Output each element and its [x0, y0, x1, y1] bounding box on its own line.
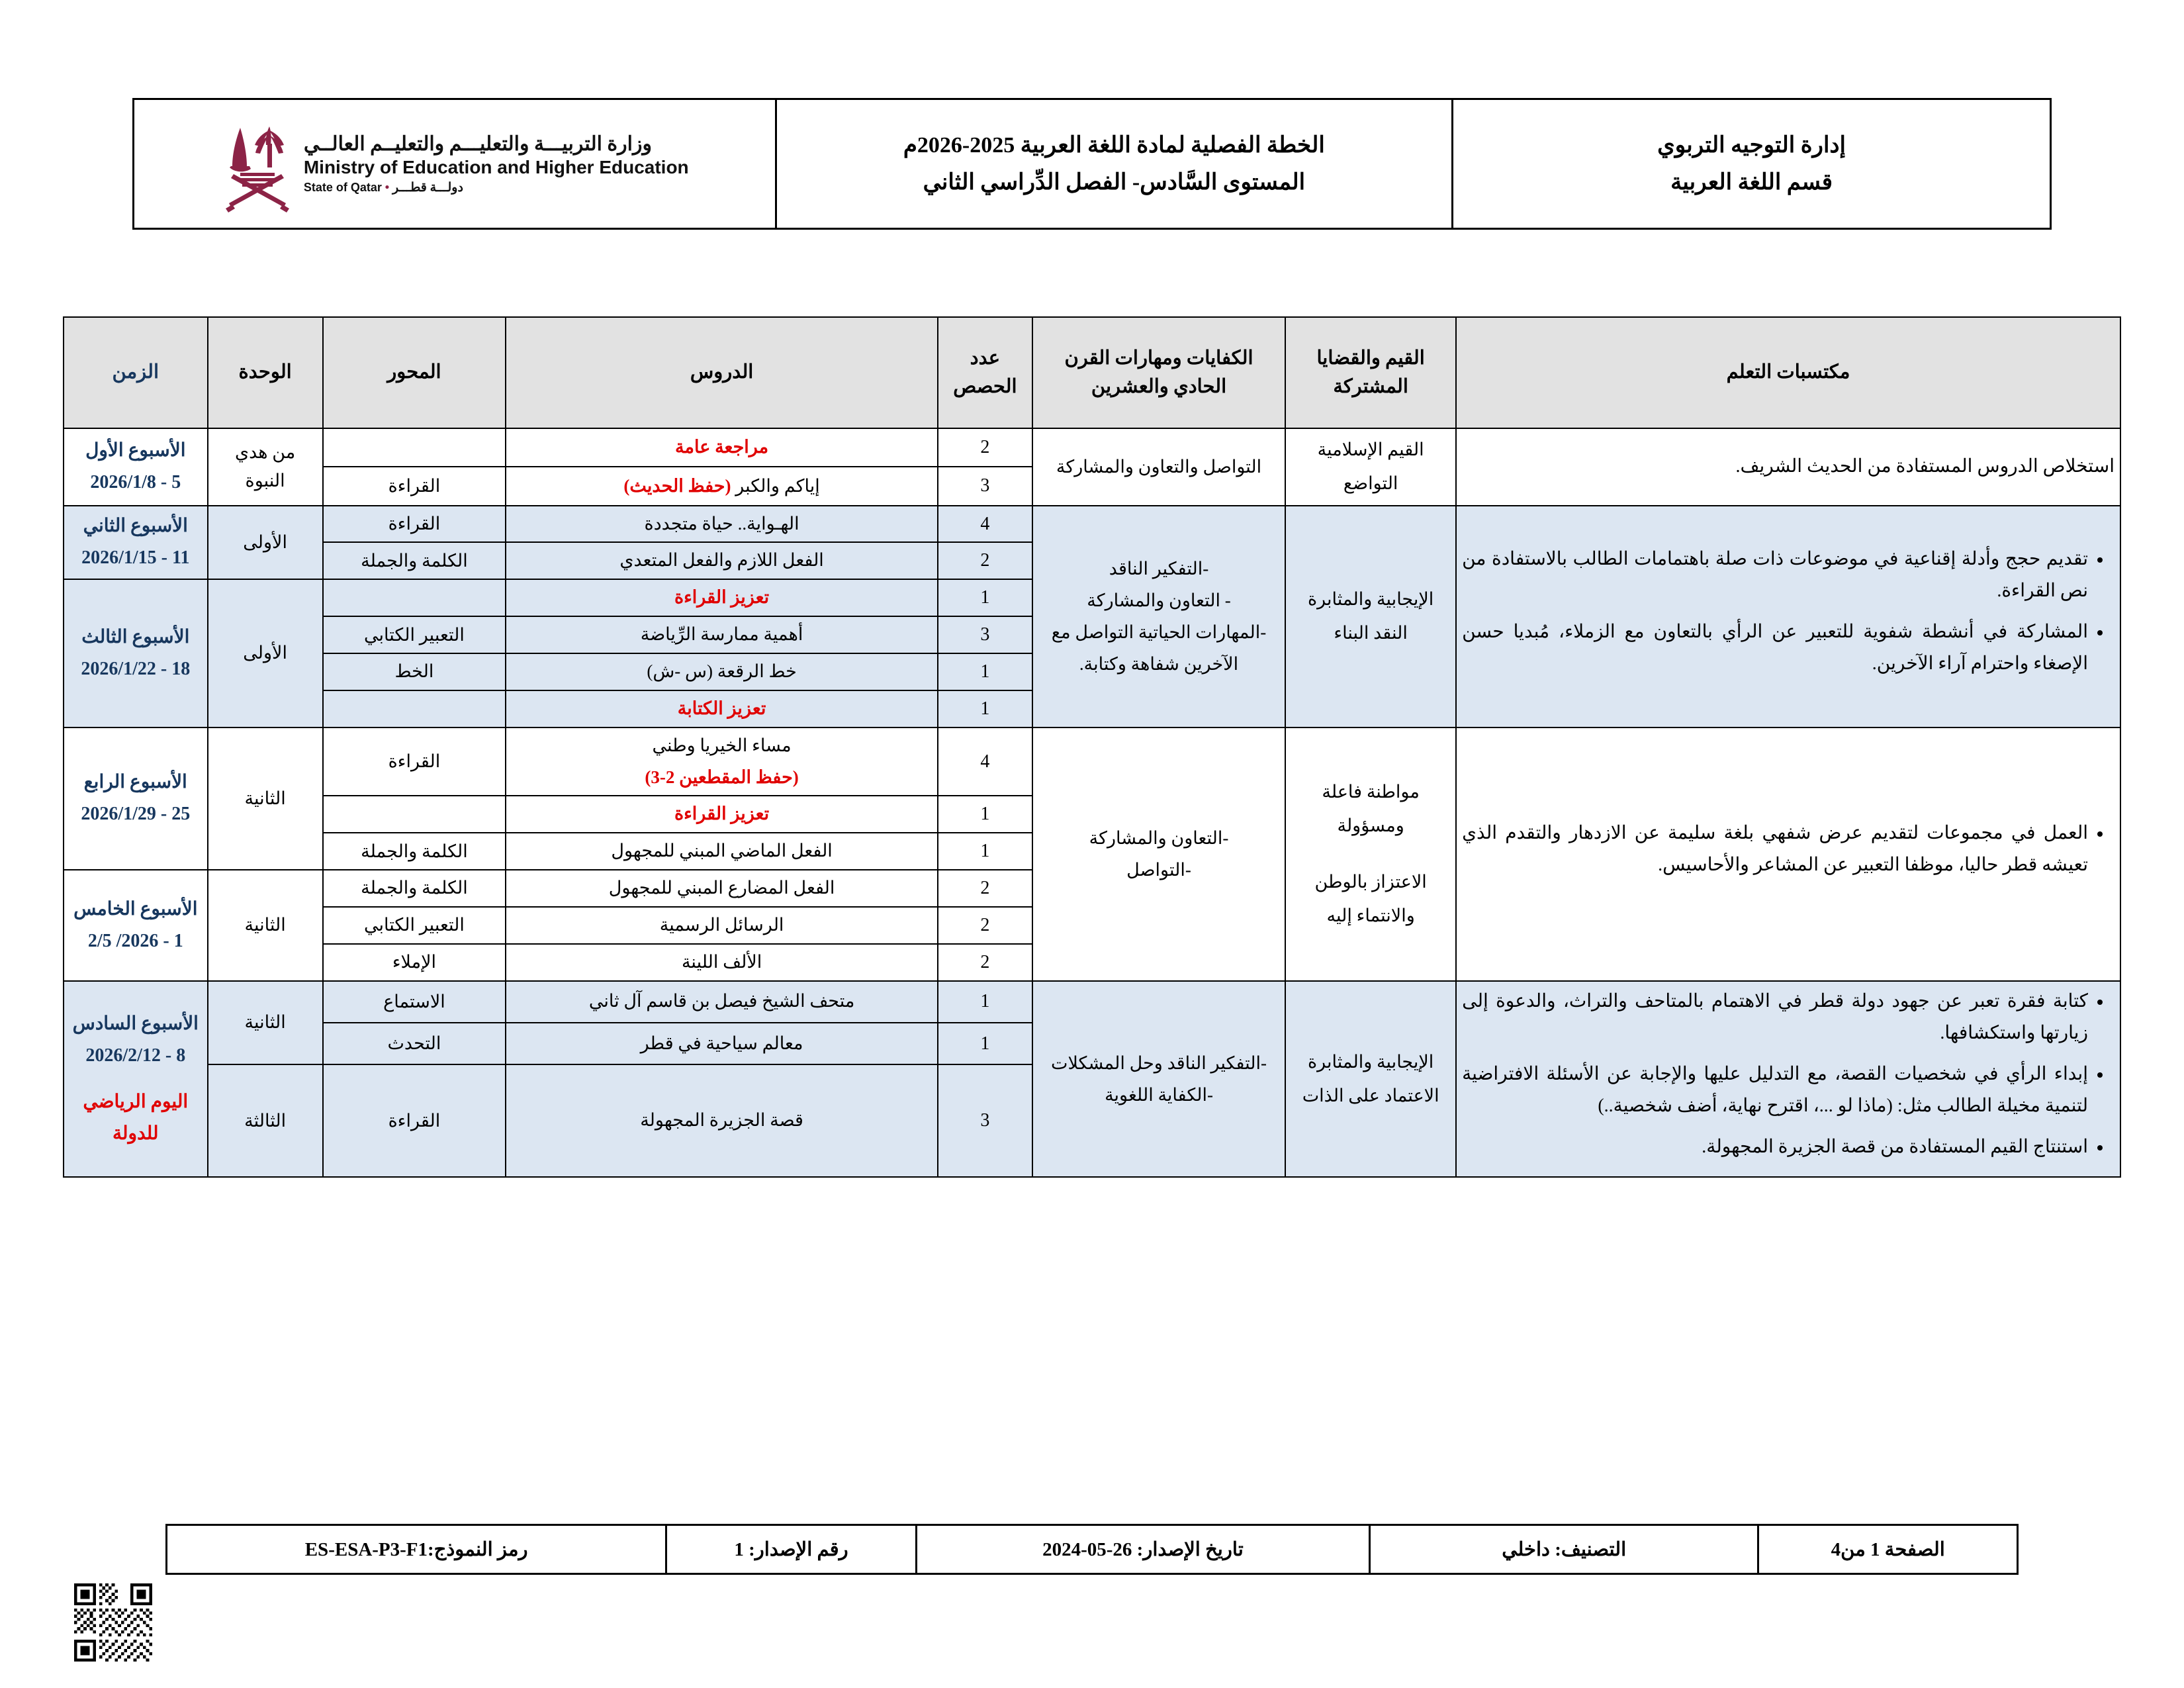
competency-item: -التفكير الناقد وحل المشكلات — [1051, 1053, 1267, 1073]
plan-title-cell — [776, 99, 1453, 229]
sessions-header-line-1: عدد — [970, 347, 1001, 369]
sessions-count-cell: 2 — [938, 907, 1032, 944]
values-header-line-1: القيم والقضايا — [1316, 347, 1425, 369]
axis-cell: الخط — [323, 653, 506, 690]
lesson-cell — [506, 727, 938, 796]
week-label: الأسبوع السادس — [72, 1013, 199, 1034]
time-cell — [64, 428, 208, 506]
competencies-cell-group-1: التواصل والتعاون والمشاركة — [1032, 428, 1285, 506]
lesson-title: تعزيز الكتابة — [677, 698, 766, 718]
lesson-cell: متحف الشيخ فيصل بن قاسم آل ثاني — [506, 981, 938, 1023]
lesson-cell: أهمية ممارسة الرِّياضة — [506, 616, 938, 653]
axis-cell — [323, 796, 506, 833]
qatar-emblem-icon — [220, 115, 295, 214]
learning-outcomes-list — [1462, 818, 2115, 881]
competencies-cell-group-2 — [1032, 506, 1285, 727]
sessions-count-cell: 2 — [938, 542, 1032, 579]
header-row — [134, 99, 2051, 229]
list-item: • إبداء الرأي في شخصيات القصة، مع التدليل عليها والإجابة عن الأسئلة الافتراضية لتنمية مخيلة الطالب مثل: (ماذا لو ...، اقترح نهاية، أضف شخصية..) — [1462, 1058, 2088, 1122]
values-line-1: مواطنة فاعلة ومسؤولة — [1322, 781, 1420, 835]
state-name-arabic: دولـــة قطـــر — [392, 181, 463, 195]
qr-code-icon — [74, 1583, 152, 1662]
week-label: الأسبوع الأول — [85, 440, 186, 461]
sessions-count-cell: 1 — [938, 1023, 1032, 1064]
sessions-count-cell: 2 — [938, 944, 1032, 981]
axis-cell — [323, 579, 506, 616]
lesson-cell: الفعل المضارع المبني للمجهول — [506, 870, 938, 907]
sessions-count-cell: 2 — [938, 428, 1032, 467]
lesson-cell: الهـواية.. حياة متجددة — [506, 506, 938, 543]
sessions-count-cell: 3 — [938, 616, 1032, 653]
values-cell-group-4: الإيجابية والمثابرة الاعتماد على الذات — [1285, 981, 1456, 1178]
sessions-count-cell: 3 — [938, 1064, 1032, 1177]
lesson-title: تعزيز القراءة — [674, 804, 770, 824]
lesson-title: مراجعة عامة — [675, 437, 769, 457]
list-item: • تقديم حجج وأدلة إقناعية في موضوعات ذات صلة باهتمامات الطالب بالاستفادة من نص القراءة. — [1462, 543, 2088, 607]
list-item: • العمل في مجموعات لتقديم عرض شفهي بلغة سليمة عن الازدهار والتقدم الذي تعيشه قطر حاليا، موظفا التعبير عن المشاعر والأحاسيس. — [1462, 818, 2088, 881]
department-cell — [1453, 99, 2051, 229]
lesson-cell: قصة الجزيرة المجهولة — [506, 1064, 938, 1177]
learning-outcomes-list — [1462, 543, 2115, 680]
column-header-values-and-issues — [1285, 317, 1456, 428]
week-dates: 1 - 2026/ 2/5 — [87, 930, 183, 951]
form-code-cell: رمز النموذج:ES-ESA-P3-F1 — [167, 1525, 666, 1574]
column-header-learning-outcomes: مكتسبات التعلم — [1456, 317, 2120, 428]
department-line-1: إدارة التوجيه التربوي — [1657, 133, 1846, 158]
footer-row — [167, 1525, 2018, 1574]
semester-plan-table — [63, 316, 2121, 1178]
week-label: الأسبوع الثاني — [83, 516, 188, 537]
lesson-cell — [506, 690, 938, 727]
issue-date-cell: تاريخ الإصدار: 26-05-2024 — [916, 1525, 1369, 1574]
week-dates: 18 - 2026/1/22 — [81, 658, 191, 679]
sessions-count-cell: 4 — [938, 506, 1032, 543]
axis-cell: الكلمة والجملة — [323, 870, 506, 907]
ministry-logo — [141, 115, 768, 214]
values-cell-group-3 — [1285, 727, 1456, 981]
sessions-count-cell: 1 — [938, 653, 1032, 690]
lesson-cell: معالم سياحية في قطر — [506, 1023, 938, 1064]
axis-cell: الاستماع — [323, 981, 506, 1023]
competency-item: -التعاون والمشاركة — [1089, 828, 1229, 849]
table-row — [64, 428, 2120, 467]
axis-cell: القراءة — [323, 506, 506, 543]
unit-cell: الأولى — [208, 506, 323, 580]
learning-outcomes-cell-group-3 — [1456, 727, 2120, 981]
lesson-cell: الفعل الماضي المبني للمجهول — [506, 833, 938, 870]
axis-cell: التحدث — [323, 1023, 506, 1064]
axis-cell: الكلمة والجملة — [323, 542, 506, 579]
unit-cell: من هدي النبوة — [208, 428, 323, 506]
sessions-count-cell: 4 — [938, 727, 1032, 796]
document-header — [132, 98, 2052, 230]
lesson-cell: الرسائل الرسمية — [506, 907, 938, 944]
ministry-logo-cell — [134, 99, 776, 229]
plan-table-body — [64, 428, 2120, 1177]
sessions-count-cell: 1 — [938, 981, 1032, 1023]
week-dates: 5 - 2026/1/8 — [90, 472, 181, 493]
week-label: الأسبوع الثالث — [81, 626, 190, 647]
axis-cell — [323, 428, 506, 467]
plan-title-line-2: المستوى السَّادس- الفصل الدِّراسي الثاني — [923, 169, 1306, 195]
lesson-cell — [506, 579, 938, 616]
values-spacer — [1291, 843, 1450, 865]
competency-item: -الكفاية اللغوية — [1105, 1084, 1213, 1105]
lesson-cell — [506, 467, 938, 505]
column-header-unit: الوحدة — [208, 317, 323, 428]
week-dates: 25 - 2026/1/29 — [81, 804, 191, 825]
department-line-2: قسم اللغة العربية — [1670, 169, 1833, 195]
time-cell — [64, 506, 208, 580]
list-item: • استنتاج القيم المستفادة من قصة الجزيرة المجهولة. — [1462, 1131, 2088, 1163]
national-sport-day-note: اليوم الرياضي للدولة — [83, 1091, 189, 1145]
learning-outcomes-cell-group-1 — [1456, 428, 2120, 506]
learning-outcomes-list — [1462, 986, 2115, 1164]
sessions-count-cell: 3 — [938, 467, 1032, 505]
axis-cell: التعبير الكتابي — [323, 907, 506, 944]
sessions-count-cell: 1 — [938, 690, 1032, 727]
unit-cell: الثانية — [208, 981, 323, 1065]
lesson-cell: خط الرقعة (س -ش) — [506, 653, 938, 690]
values-line-2: الاعتزاز بالوطن والانتماء إليه — [1314, 872, 1427, 926]
column-header-time: الزمن — [64, 317, 208, 428]
values-cell-group-1: القيم الإسلامية التواضع — [1285, 428, 1456, 506]
learning-outcome-text: استخلاص الدروس المستفادة من الحديث الشريف. — [1735, 456, 2115, 477]
plan-table-container — [63, 316, 2121, 1178]
sessions-header-line-2: الحصص — [953, 376, 1017, 397]
list-item: • المشاركة في أنشطة شفوية للتعبير عن الرأي بالتعاون مع الزملاء، مُبديا حسن الإصغاء واحترام آراء الآخرين. — [1462, 616, 2088, 680]
sessions-count-cell: 1 — [938, 579, 1032, 616]
axis-cell: القراءة — [323, 727, 506, 796]
lesson-title: مساء الخيريا وطني — [652, 735, 792, 755]
time-cell — [64, 727, 208, 870]
state-name-english: State of Qatar — [303, 181, 382, 195]
state-of-qatar-label: دولـــة قطـــر • State of Qatar — [303, 181, 463, 195]
competency-item: -المهارات الحياتية التواصل مع الآخرين شفاهة وكتابة. — [1051, 622, 1267, 675]
unit-cell: الثانية — [208, 727, 323, 870]
time-cell — [64, 981, 208, 1178]
axis-cell: الكلمة والجملة — [323, 833, 506, 870]
axis-cell: القراءة — [323, 467, 506, 505]
sessions-count-cell: 2 — [938, 870, 1032, 907]
classification-cell: التصنيف: داخلي — [1370, 1525, 1758, 1574]
column-header-sessions-count — [938, 317, 1032, 428]
time-cell — [64, 870, 208, 981]
week-dates: 11 - 2026/1/15 — [81, 547, 190, 569]
axis-cell — [323, 690, 506, 727]
document-footer — [165, 1524, 2019, 1575]
ministry-name-english: Ministry of Education and Higher Education — [303, 157, 689, 178]
plan-header-row — [64, 317, 2120, 428]
lesson-memorization-note: (حفظ المقطعين 2-3) — [645, 767, 799, 787]
week-label: الأسبوع الخامس — [73, 898, 198, 919]
unit-cell: الثالثة — [208, 1064, 323, 1177]
competency-item: - التعاون والمشاركة — [1087, 590, 1231, 611]
header-table — [132, 98, 2052, 230]
list-item: • كتابة فقرة تعبر عن جهود دولة قطر في الاهتمام بالمتاحف والتراث، والدعوة إلى زيارتها واستكشافها. — [1462, 986, 2088, 1049]
competency-item: -التواصل — [1126, 860, 1191, 880]
ministry-name-arabic: وزارة التربيـــة والتعليـــم والتعليــم العالــي — [303, 132, 652, 155]
competency-item: -التفكير الناقد — [1109, 559, 1209, 579]
ministry-logo-text — [304, 132, 689, 196]
competencies-cell-group-4 — [1032, 981, 1285, 1178]
axis-cell: التعبير الكتابي — [323, 616, 506, 653]
footer-table — [165, 1524, 2019, 1575]
issue-number-cell: رقم الإصدار: 1 — [666, 1525, 917, 1574]
lesson-title: إياكم والكبر — [735, 475, 820, 496]
axis-cell: الإملاء — [323, 944, 506, 981]
column-header-axis: المحور — [323, 317, 506, 428]
column-header-competencies — [1032, 317, 1285, 428]
lesson-title: تعزيز القراءة — [674, 587, 770, 608]
column-header-lessons: الدروس — [506, 317, 938, 428]
sessions-count-cell: 1 — [938, 833, 1032, 870]
plan-title-line-1: الخطة الفصلية لمادة اللغة العربية 2025-2026م — [903, 133, 1325, 158]
table-row — [64, 727, 2120, 796]
lesson-cell — [506, 428, 938, 467]
competencies-cell-group-3 — [1032, 727, 1285, 981]
values-header-line-2: المشتركة — [1333, 376, 1408, 397]
table-row — [64, 506, 2120, 543]
table-row — [64, 981, 2120, 1023]
competencies-header-line-1: الكفايات ومهارات القرن — [1064, 347, 1253, 369]
values-cell-group-2: الإيجابية والمثابرة النقد البناء — [1285, 506, 1456, 727]
week-dates: 8 - 2026/2/12 — [85, 1045, 186, 1066]
sessions-count-cell: 1 — [938, 796, 1032, 833]
competencies-header-line-2: الحادي والعشرين — [1091, 376, 1227, 397]
lesson-memorization-note: (حفظ الحديث) — [623, 475, 731, 496]
week-label: الأسبوع الرابع — [83, 772, 187, 793]
page-number-cell: الصفحة 1 من4 — [1758, 1525, 2018, 1574]
unit-cell: الأولى — [208, 579, 323, 727]
learning-outcomes-cell-group-4 — [1456, 981, 2120, 1178]
lesson-cell: الفعل اللازم والفعل المتعدي — [506, 542, 938, 579]
axis-cell: القراءة — [323, 1064, 506, 1177]
learning-outcomes-cell-group-2 — [1456, 506, 2120, 727]
lesson-cell: الألف اللينة — [506, 944, 938, 981]
unit-cell: الثانية — [208, 870, 323, 981]
time-cell — [64, 579, 208, 727]
plan-table-head — [64, 317, 2120, 428]
lesson-cell — [506, 796, 938, 833]
